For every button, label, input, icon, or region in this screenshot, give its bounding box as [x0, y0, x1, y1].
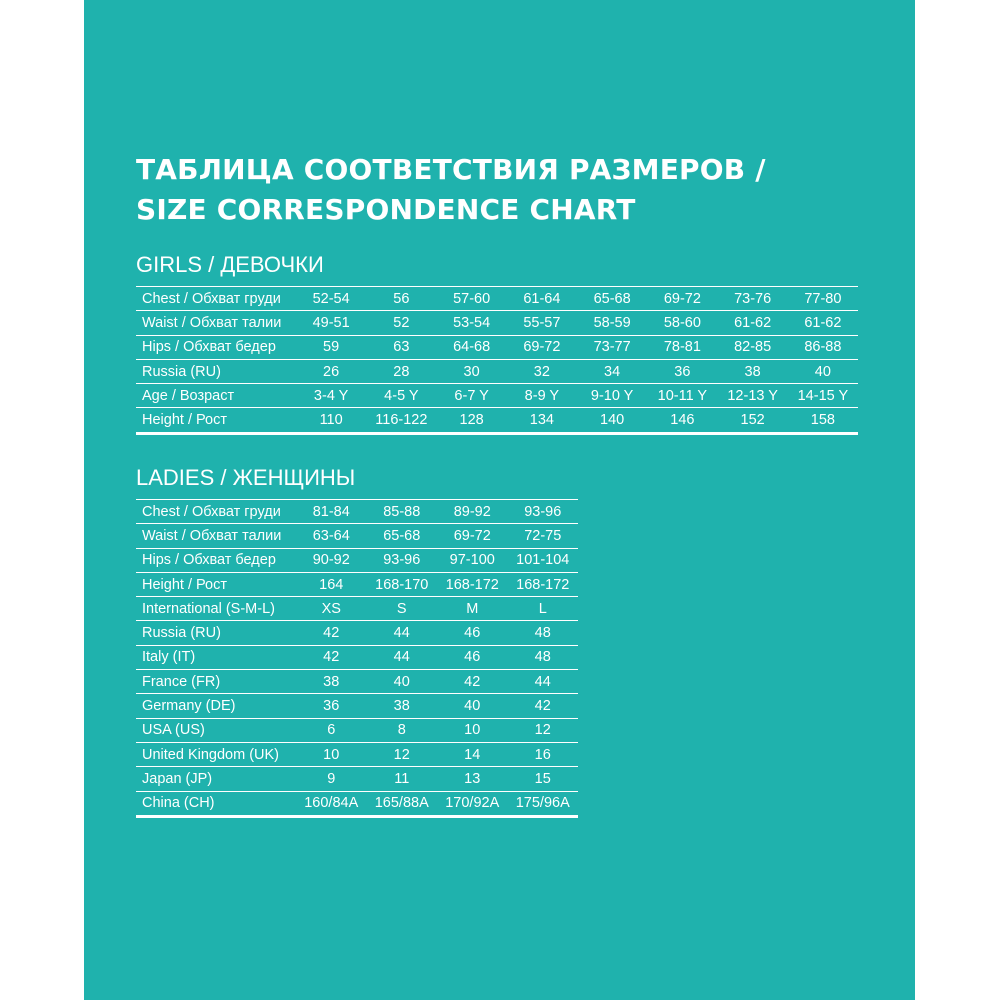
size-cell: 93-96 — [508, 500, 579, 524]
row-label: International (S-M-L) — [136, 597, 296, 621]
size-cell: M — [437, 597, 508, 621]
table-row — [136, 597, 578, 621]
size-cell: 65-68 — [367, 524, 438, 548]
size-cell: L — [508, 597, 579, 621]
table-row — [136, 645, 578, 669]
size-cell: 61-62 — [718, 311, 788, 335]
size-cell: 46 — [437, 645, 508, 669]
size-cell: 90-92 — [296, 548, 367, 572]
size-cell: 26 — [296, 359, 366, 383]
size-cell: 6-7 Y — [437, 384, 507, 408]
size-cell: 9 — [296, 767, 367, 791]
size-cell: 46 — [437, 621, 508, 645]
size-cell: 57-60 — [437, 287, 507, 311]
size-cell: 93-96 — [367, 548, 438, 572]
size-cell: 160/84A — [296, 791, 367, 816]
size-cell: 10 — [296, 742, 367, 766]
girls-size-table — [136, 286, 858, 435]
row-label: Italy (IT) — [136, 645, 296, 669]
table-row — [136, 335, 858, 359]
size-cell: 40 — [367, 670, 438, 694]
row-label: Hips / Обхват бедер — [136, 335, 296, 359]
size-cell: 64-68 — [437, 335, 507, 359]
size-cell: 168-170 — [367, 572, 438, 596]
size-cell: 44 — [367, 621, 438, 645]
table-row — [136, 694, 578, 718]
table-row — [136, 359, 858, 383]
size-cell: 63 — [366, 335, 436, 359]
size-cell: 42 — [437, 670, 508, 694]
row-label: Chest / Обхват груди — [136, 500, 296, 524]
size-cell: 36 — [296, 694, 367, 718]
size-cell: 44 — [508, 670, 579, 694]
table-row — [136, 500, 578, 524]
row-label: Chest / Обхват груди — [136, 287, 296, 311]
table-row — [136, 384, 858, 408]
table-row — [136, 670, 578, 694]
size-cell: 56 — [366, 287, 436, 311]
size-cell: 12 — [508, 718, 579, 742]
size-cell: 128 — [437, 408, 507, 433]
size-cell: 134 — [507, 408, 577, 433]
size-cell: 14-15 Y — [788, 384, 858, 408]
table-row — [136, 524, 578, 548]
size-cell: 81-84 — [296, 500, 367, 524]
row-label: Age / Возраст — [136, 384, 296, 408]
size-cell: 63-64 — [296, 524, 367, 548]
title-line-en: SIZE CORRESPONDENCE CHART — [136, 193, 636, 226]
size-cell: 61-64 — [507, 287, 577, 311]
size-cell: 36 — [647, 359, 717, 383]
ladies-heading: LADIES / ЖЕНЩИНЫ — [136, 465, 356, 490]
size-cell: 10 — [437, 718, 508, 742]
size-cell: 8-9 Y — [507, 384, 577, 408]
table-row — [136, 311, 858, 335]
table-row — [136, 767, 578, 791]
size-cell: 49-51 — [296, 311, 366, 335]
size-cell: 168-172 — [508, 572, 579, 596]
size-cell: 52-54 — [296, 287, 366, 311]
size-cell: 52 — [366, 311, 436, 335]
size-cell: 170/92A — [437, 791, 508, 816]
size-cell: 40 — [788, 359, 858, 383]
size-cell: 38 — [367, 694, 438, 718]
size-cell: 44 — [367, 645, 438, 669]
size-cell: 14 — [437, 742, 508, 766]
size-cell: 89-92 — [437, 500, 508, 524]
table-row — [136, 718, 578, 742]
size-cell: 73-76 — [718, 287, 788, 311]
row-label: Waist / Обхват талии — [136, 524, 296, 548]
size-cell: 16 — [508, 742, 579, 766]
size-cell: 40 — [437, 694, 508, 718]
table-row — [136, 572, 578, 596]
size-cell: 116-122 — [366, 408, 436, 433]
size-cell: 59 — [296, 335, 366, 359]
row-label: China (CH) — [136, 791, 296, 816]
ladies-size-table — [136, 499, 578, 818]
size-cell: 101-104 — [508, 548, 579, 572]
size-cell: 97-100 — [437, 548, 508, 572]
size-cell: 82-85 — [718, 335, 788, 359]
table-row — [136, 742, 578, 766]
size-cell: 48 — [508, 645, 579, 669]
size-cell: 11 — [367, 767, 438, 791]
size-cell: S — [367, 597, 438, 621]
table-row — [136, 548, 578, 572]
size-cell: 140 — [577, 408, 647, 433]
size-cell: 158 — [788, 408, 858, 433]
size-cell: 175/96A — [508, 791, 579, 816]
size-cell: 69-72 — [647, 287, 717, 311]
size-cell: 34 — [577, 359, 647, 383]
size-cell: 48 — [508, 621, 579, 645]
size-cell: 86-88 — [788, 335, 858, 359]
size-cell: 10-11 Y — [647, 384, 717, 408]
size-cell: 3-4 Y — [296, 384, 366, 408]
row-label: Russia (RU) — [136, 621, 296, 645]
size-cell: 110 — [296, 408, 366, 433]
title-line-ru: ТАБЛИЦА СООТВЕТСТВИЯ РАЗМЕРОВ / — [136, 153, 766, 186]
size-cell: 9-10 Y — [577, 384, 647, 408]
row-label: Height / Рост — [136, 572, 296, 596]
size-cell: 73-77 — [577, 335, 647, 359]
size-cell: 42 — [508, 694, 579, 718]
size-cell: 69-72 — [437, 524, 508, 548]
size-cell: 42 — [296, 645, 367, 669]
size-cell: 6 — [296, 718, 367, 742]
size-cell: 152 — [718, 408, 788, 433]
size-cell: 58-59 — [577, 311, 647, 335]
row-label: Waist / Обхват талии — [136, 311, 296, 335]
size-cell: 165/88A — [367, 791, 438, 816]
size-cell: 58-60 — [647, 311, 717, 335]
size-cell: 8 — [367, 718, 438, 742]
size-cell: 38 — [296, 670, 367, 694]
size-cell: 12-13 Y — [718, 384, 788, 408]
size-cell: 77-80 — [788, 287, 858, 311]
table-row — [136, 287, 858, 311]
row-label: Russia (RU) — [136, 359, 296, 383]
size-cell: 38 — [718, 359, 788, 383]
row-label: Hips / Обхват бедер — [136, 548, 296, 572]
girls-heading: GIRLS / ДЕВОЧКИ — [136, 252, 324, 277]
size-cell: 13 — [437, 767, 508, 791]
table-row — [136, 791, 578, 816]
row-label: Japan (JP) — [136, 767, 296, 791]
size-cell: 85-88 — [367, 500, 438, 524]
size-cell: 28 — [366, 359, 436, 383]
size-cell: 78-81 — [647, 335, 717, 359]
size-cell: 65-68 — [577, 287, 647, 311]
table-row — [136, 408, 858, 433]
size-cell: 53-54 — [437, 311, 507, 335]
size-cell: 4-5 Y — [366, 384, 436, 408]
size-cell: 30 — [437, 359, 507, 383]
row-label: USA (US) — [136, 718, 296, 742]
size-cell: 61-62 — [788, 311, 858, 335]
table-row — [136, 621, 578, 645]
row-label: Height / Рост — [136, 408, 296, 433]
size-cell: 15 — [508, 767, 579, 791]
size-cell: 146 — [647, 408, 717, 433]
size-cell: 12 — [367, 742, 438, 766]
page-title — [136, 150, 766, 230]
size-cell: 72-75 — [508, 524, 579, 548]
row-label: France (FR) — [136, 670, 296, 694]
size-cell: 164 — [296, 572, 367, 596]
size-cell: 55-57 — [507, 311, 577, 335]
size-cell: 168-172 — [437, 572, 508, 596]
size-cell: 42 — [296, 621, 367, 645]
row-label: Germany (DE) — [136, 694, 296, 718]
size-cell: 32 — [507, 359, 577, 383]
size-cell: XS — [296, 597, 367, 621]
size-cell: 69-72 — [507, 335, 577, 359]
row-label: United Kingdom (UK) — [136, 742, 296, 766]
